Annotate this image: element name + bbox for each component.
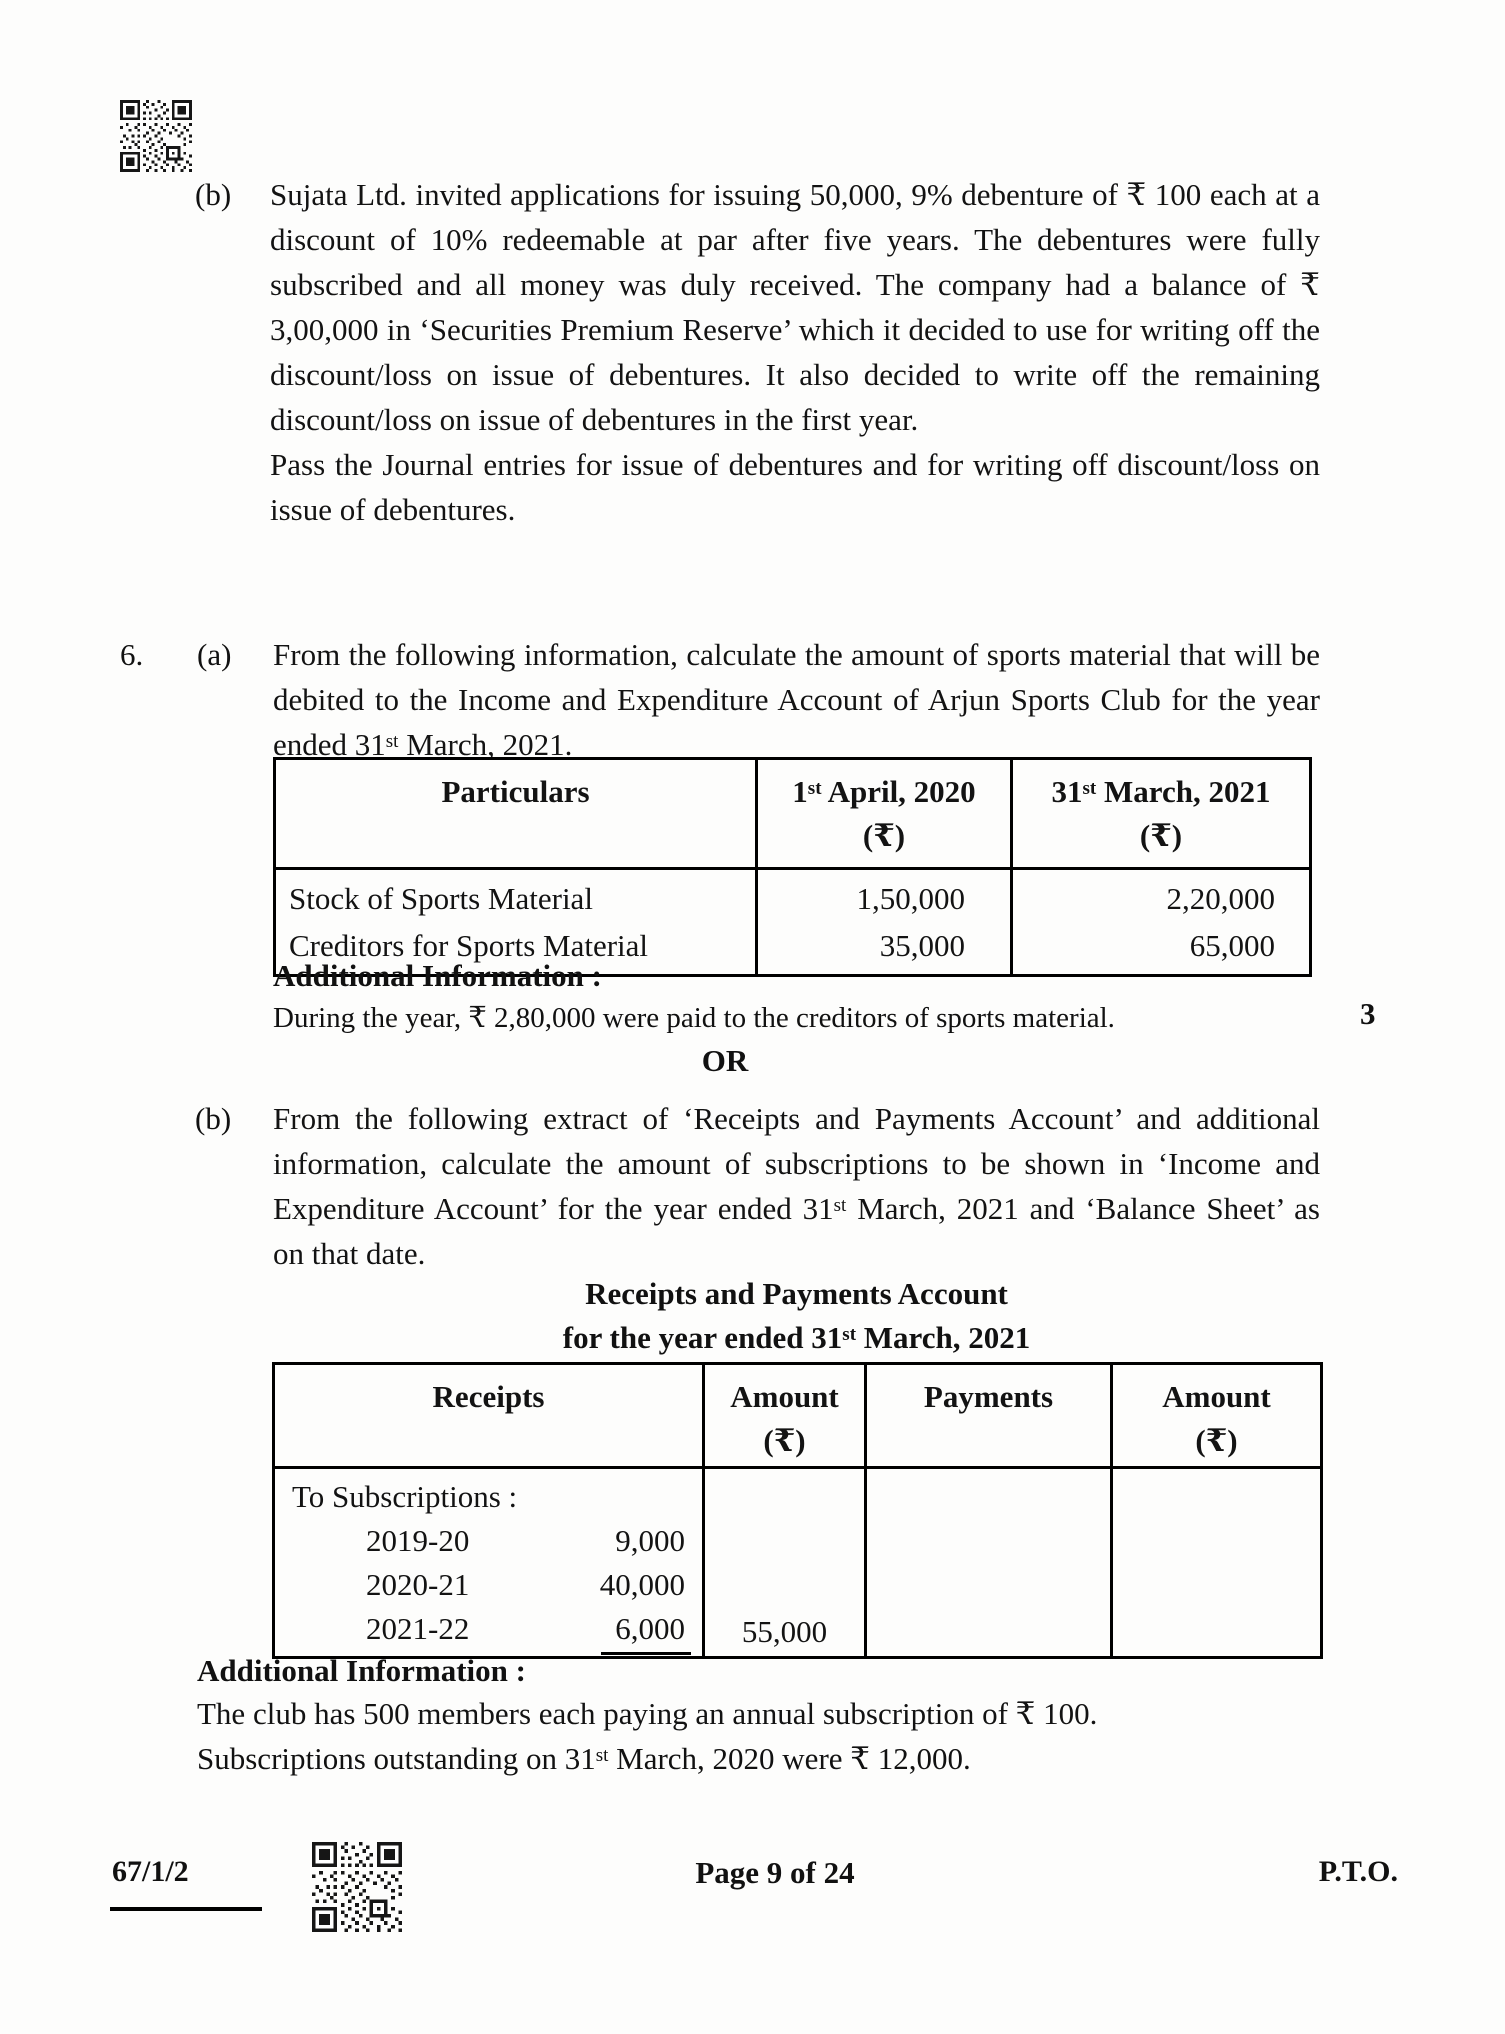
question-6b-text-part2: March, 2021 and ‘Balance Sheet’ as on that date. [273, 1191, 1320, 1271]
april-header-rest: April, 2020 [821, 774, 976, 809]
title-date-part2: March, 2021 [856, 1320, 1031, 1355]
receipts-payments-table [272, 1362, 1323, 1659]
paper-code: 67/1/2 [112, 1855, 189, 1888]
rupee-symbol-header: (₹) [1139, 818, 1183, 853]
subscription-amount: 40,000 [599, 1567, 685, 1602]
amount-cell [704, 1468, 866, 1658]
rupee-symbol-header: (₹) [1195, 1423, 1238, 1458]
subscription-amount-underlined: 6,000 [601, 1607, 691, 1655]
question-6b-text [273, 1096, 1320, 1276]
creditors-april-value: 35,000 [757, 922, 1012, 976]
rupee-symbol-header: (₹) [862, 818, 906, 853]
rupee-symbol-header: (₹) [763, 1423, 806, 1458]
superscript-st: st [833, 1195, 847, 1216]
superscript-st: st [595, 1745, 609, 1766]
question-5b-label: (b) [195, 177, 232, 212]
subscriptions-total: 55,000 [741, 1614, 828, 1649]
question-5b-paragraph: Sujata Ltd. invited applications for issuing 50,000, 9% debenture of ₹ 100 each at a discount of 10% redeemable at par after five years. The debentures were fully subscribed and all money was duly received. The company had a balance of ₹ 3,00,000 in ‘Securities Premium Reserve’ which it decided to use for writing off the discount/loss on issue of debentures. It also decided to write off the remaining discount/loss on issue of debentures in the first year. [270, 177, 1320, 437]
or-divider: OR [701, 1043, 749, 1078]
additional-information-heading-1: Additional Information : [273, 958, 602, 993]
qr-code-bottom [312, 1842, 402, 1932]
table1-header-april-2020 [757, 759, 1012, 869]
account-title-line1: Receipts and Payments Account [585, 1276, 1008, 1311]
question-6a-text [273, 632, 1320, 767]
payments-cell-empty [866, 1468, 1112, 1658]
table-row [274, 1468, 1322, 1658]
subscription-year-row [276, 1519, 701, 1563]
amount-header-text: Amount [730, 1379, 839, 1414]
subscription-year: 2021-22 [366, 1611, 470, 1646]
question-6a-label: (a) [197, 637, 232, 672]
march-header-rest: March, 2021 [1096, 774, 1271, 809]
paper-code-underline [110, 1907, 262, 1911]
marks-badge: 3 [1360, 996, 1376, 1031]
question-6b-label: (b) [195, 1101, 232, 1136]
amount-header-text: Amount [1162, 1379, 1271, 1414]
account-title-line2 [273, 1320, 1320, 1356]
sports-material-table [273, 757, 1312, 977]
additional-information-text-1: During the year, ₹ 2,80,000 were paid to the creditors of sports material. [273, 1002, 1115, 1034]
qr-code-top [120, 100, 192, 172]
question-6b-text-part1: From the following extract of ‘Receipts and Payments Account’ and additional information, calculate the amount of subscriptions to be shown in ‘Income and Expenditure Account’ for the year ended 31 [273, 1101, 1320, 1226]
receipts-header-text: Receipts [432, 1379, 545, 1414]
pto-label: P.T.O. [1318, 1855, 1398, 1888]
stock-march-value: 2,20,000 [1012, 869, 1311, 923]
table2-header-receipts [274, 1364, 704, 1468]
superscript-st: st [1082, 778, 1097, 799]
april-header-day: 1 [792, 774, 808, 809]
subscription-year: 2019-20 [366, 1523, 470, 1558]
to-subscriptions-label: To Subscriptions : [292, 1479, 518, 1514]
subscriptions-outstanding-part1: Subscriptions outstanding on 31 [197, 1741, 596, 1776]
table1-header-march-2021 [1012, 759, 1311, 869]
subscription-year-row [276, 1563, 701, 1607]
superscript-st: st [807, 778, 822, 799]
superscript-st: st [842, 1324, 857, 1345]
table2-header-payments [866, 1364, 1112, 1468]
question-6a-text-part2: March, 2021. [398, 727, 573, 762]
subscription-year: 2020-21 [366, 1567, 470, 1602]
amount-cell-empty [1112, 1468, 1322, 1658]
row-label-stock: Stock of Sports Material [275, 869, 757, 923]
additional-information-text-2-line1: The club has 500 members each paying an annual subscription of ₹ 100. [197, 1696, 1098, 1731]
creditors-march-value: 65,000 [1012, 922, 1311, 976]
table2-header-amount-2 [1112, 1364, 1322, 1468]
question-6-number: 6. [120, 637, 144, 672]
page-number: Page 9 of 24 [695, 1855, 855, 1890]
additional-information-text-2-line2 [197, 1736, 1320, 1781]
additional-information-heading-2: Additional Information : [197, 1653, 526, 1688]
receipts-cell [274, 1468, 704, 1658]
question-6a-text-part1: From the following information, calculate the amount of sports material that will be debited to the Income and Expenditure Account of Arjun Sports Club for the year ended 31 [273, 637, 1320, 762]
stock-april-value: 1,50,000 [757, 869, 1012, 923]
superscript-st: st [385, 731, 399, 752]
payments-header-text: Payments [923, 1379, 1054, 1414]
subscription-amount: 9,000 [615, 1523, 685, 1558]
question-5b-task-paragraph: Pass the Journal entries for issue of debentures and for writing off discount/loss on issue of debentures. [270, 447, 1320, 527]
table2-header-amount-1 [704, 1364, 866, 1468]
march-header-day: 31 [1051, 774, 1083, 809]
particulars-header-text: Particulars [441, 774, 590, 809]
row-label-creditors: Creditors for Sports Material [275, 922, 757, 976]
title-date-part1: for the year ended 31 [562, 1320, 843, 1355]
subscriptions-outstanding-part2: March, 2020 were ₹ 12,000. [608, 1741, 971, 1776]
table-row [275, 869, 1311, 923]
table1-header-particulars [275, 759, 757, 869]
